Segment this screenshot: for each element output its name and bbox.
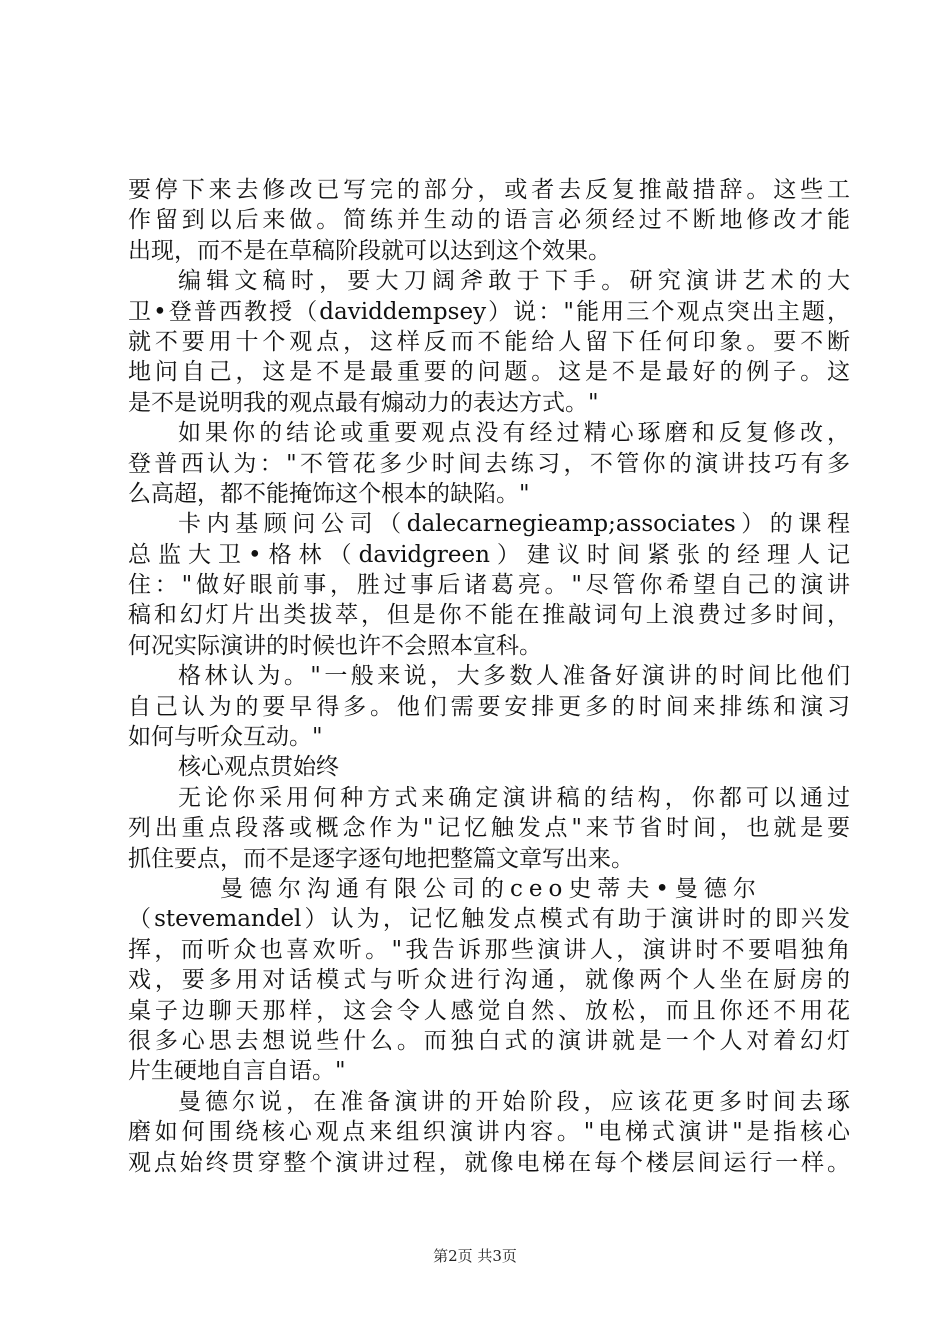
text-line: 格林认为。"一般来说，大多数人准备好演讲的时间比他们 [178, 663, 850, 690]
text-line: 曼德尔沟通有限公司的ceo史蒂夫•曼德尔 [220, 875, 762, 902]
text-line: 卫•登普西教授（daviddempsey）说："能用三个观点突出主题， [128, 298, 850, 325]
text-line: 稿和幻灯片出类拔萃，但是你不能在推敲词句上浪费过多时间， [128, 602, 850, 629]
text-line: 列出重点段落或概念作为"记忆触发点"来节省时间，也就是要 [128, 815, 850, 842]
text-line: 是不是说明我的观点最有煽动力的表达方式。" [128, 389, 599, 416]
text-line: 戏，要多用对话模式与听众进行沟通，就像两个人坐在厨房的 [128, 967, 850, 994]
text-line: 如何与听众互动。" [128, 724, 323, 751]
text-line: 就不要用十个观点，这样反而不能给人留下任何印象。要不断 [128, 328, 850, 355]
text-line: 很多心思去想说些什么。而独白式的演讲就是一个人对着幻灯 [128, 1027, 850, 1054]
text-line: 何况实际演讲的时候也许不会照本宣科。 [128, 632, 542, 659]
text-line: 出现，而不是在草稿阶段就可以达到这个效果。 [128, 237, 611, 264]
text-line: 住："做好眼前事，胜过事后诸葛亮。"尽管你希望自己的演讲 [128, 572, 850, 599]
text-line: 编辑文稿时，要大刀阔斧敢于下手。研究演讲艺术的大 [178, 268, 850, 295]
text-line: 片生硬地自言自语。" [128, 1058, 346, 1085]
text-line: 自己认为的要早得多。他们需要安排更多的时间来排练和演习 [128, 693, 850, 720]
text-line: 总监大卫•格林（davidgreen）建议时间紧张的经理人记 [128, 541, 850, 568]
text-line: 么高超，都不能掩饰这个根本的缺陷。" [128, 480, 530, 507]
text-line: 观点始终贯穿整个演讲过程，就像电梯在每个楼层间运行一样。 [128, 1149, 850, 1176]
text-line: 登普西认为："不管花多少时间去练习，不管你的演讲技巧有多 [128, 450, 850, 477]
text-line: 挥，而听众也喜欢听。"我告诉那些演讲人，演讲时不要唱独角 [128, 936, 850, 963]
section-heading: 核心观点贯始终 [178, 754, 339, 781]
text-line: 地问自己，这是不是最重要的问题。这是不是最好的例子。这 [128, 359, 850, 386]
text-line: 作留到以后来做。简练并生动的语言必须经过不断地修改才能 [128, 207, 850, 234]
text-line: 磨如何围绕核心观点来组织演讲内容。"电梯式演讲"是指核心 [128, 1119, 850, 1146]
text-line: 无论你采用何种方式来确定演讲稿的结构，你都可以通过 [178, 784, 850, 811]
text-line: 桌子边聊天那样，这会令人感觉自然、放松，而且你还不用花 [128, 997, 850, 1024]
page-footer: 第2页 共3页 [433, 1247, 517, 1265]
text-line: 卡内基顾问公司（dalecarnegieamp;associates）的课程 [178, 511, 850, 538]
text-line: 如果你的结论或重要观点没有经过精心琢磨和反复修改， [178, 420, 850, 447]
text-line: 曼德尔说，在准备演讲的开始阶段，应该花更多时间去琢 [178, 1088, 850, 1115]
text-line: （stevemandel）认为，记忆触发点模式有助于演讲时的即兴发 [128, 906, 850, 933]
text-line: 要停下来去修改已写完的部分，或者去反复推敲措辞。这些工 [128, 177, 850, 203]
document-body [128, 175, 850, 1178]
text-line: 抓住要点，而不是逐字逐句地把整篇文章写出来。 [128, 845, 634, 872]
